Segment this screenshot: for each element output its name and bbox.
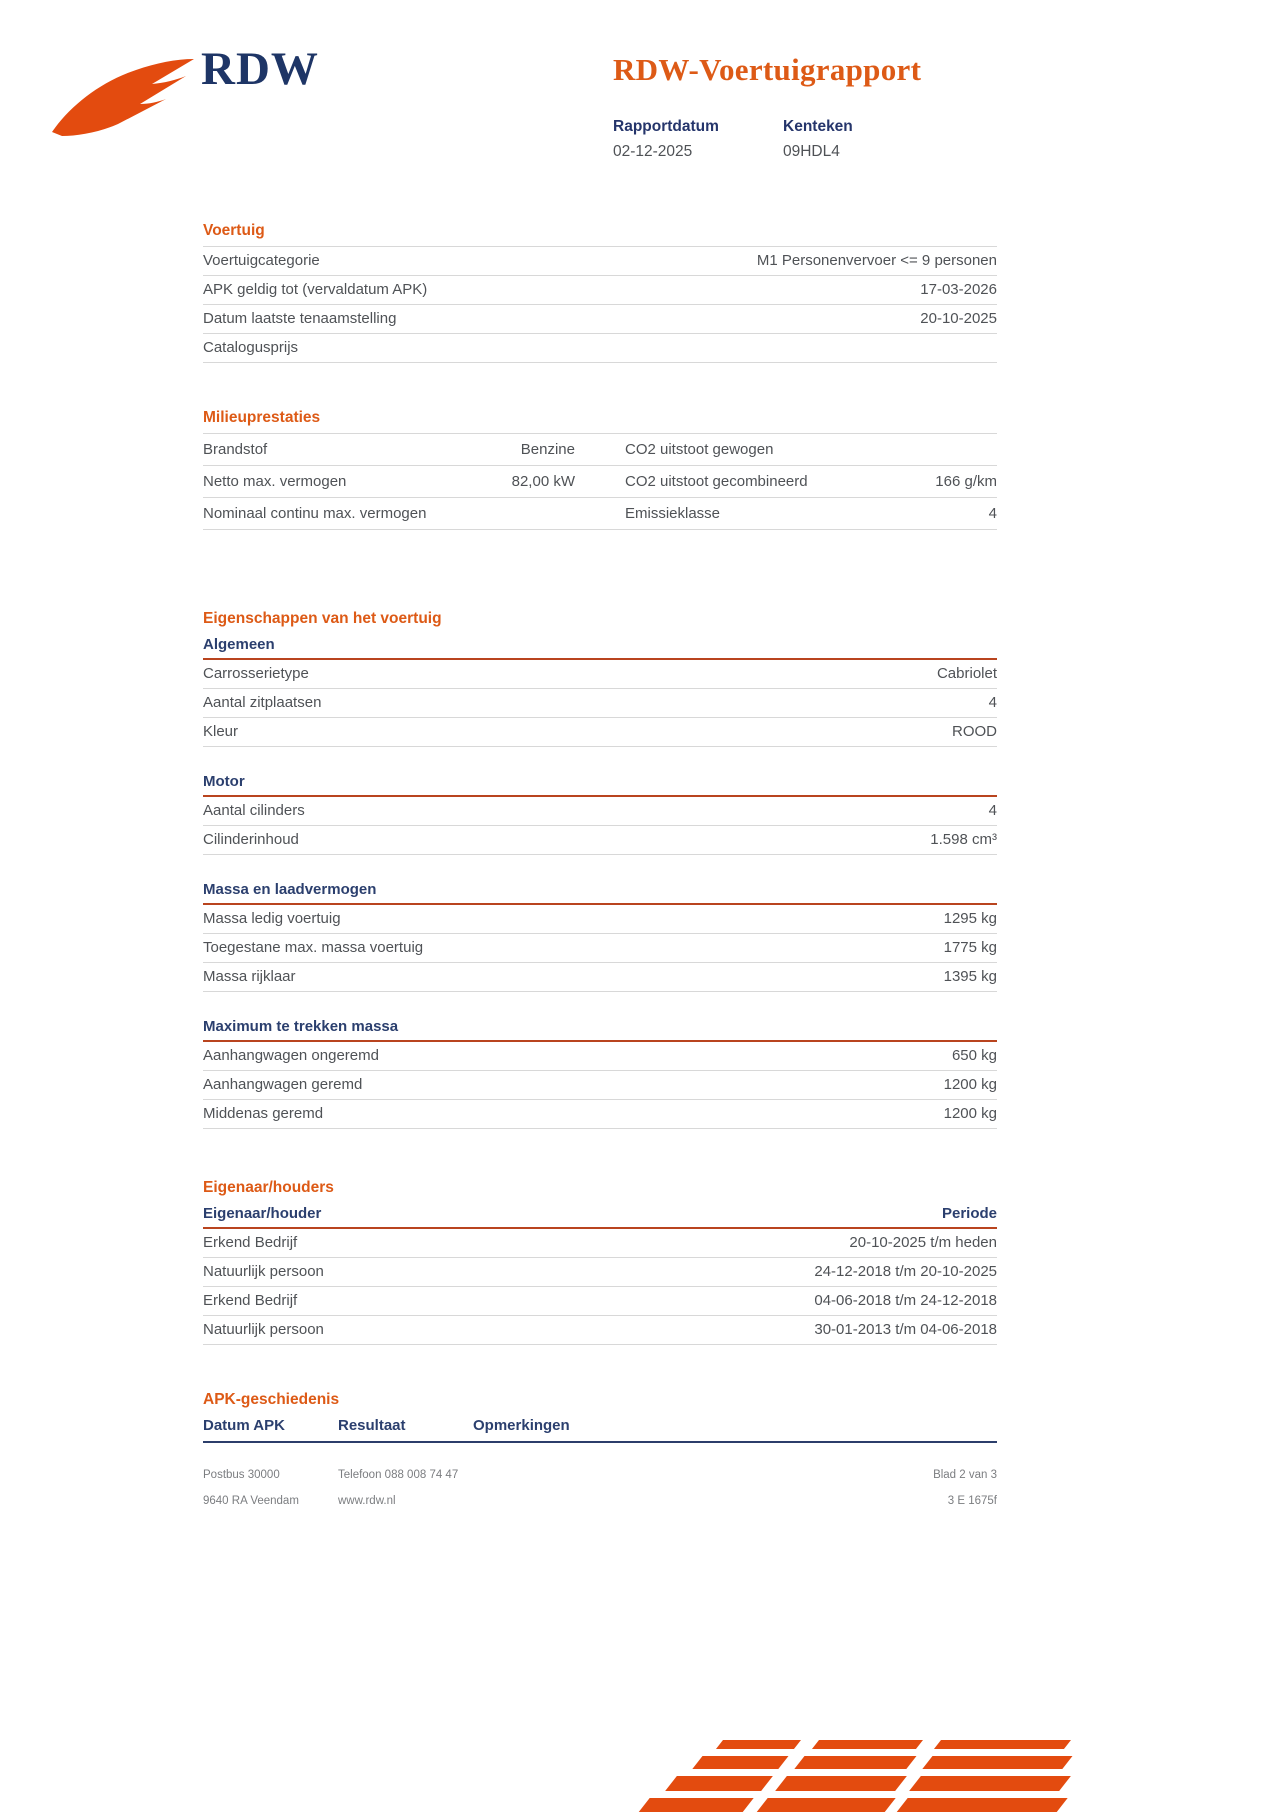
milieu-table: [203, 433, 997, 530]
section-milieuprestaties: [203, 409, 997, 530]
rdw-logo-text: RDW: [201, 43, 319, 95]
table-row: [203, 826, 997, 855]
row-label: Aanhangwagen geremd: [203, 1076, 363, 1093]
table-row: [203, 1071, 997, 1100]
period-value: 04-06-2018 t/m 24-12-2018: [814, 1292, 997, 1309]
kenteken-value: 09HDL4: [783, 143, 840, 160]
apk-header-row: [203, 1417, 997, 1443]
footer-website: www.rdw.nl: [338, 1495, 396, 1507]
row-label: Kleur: [203, 723, 239, 740]
row-label: Voertuigcategorie: [203, 252, 320, 269]
row-value: 166 g/km: [935, 473, 997, 490]
row-value: 17-03-2026: [920, 281, 997, 298]
report-content: [203, 222, 997, 1507]
trekken-table: [203, 1042, 997, 1129]
table-cell: [203, 473, 575, 490]
algemeen-table: [203, 660, 997, 747]
title-block: [613, 52, 1083, 161]
section-title-voertuig: Voertuig: [203, 222, 265, 239]
column-header-resultaat: Resultaat: [338, 1417, 406, 1434]
table-row: [203, 718, 997, 747]
massa-table: [203, 905, 997, 992]
table-row: [203, 689, 997, 718]
row-value: M1 Personenvervoer <= 9 personen: [756, 252, 997, 269]
table-row: [203, 334, 997, 363]
row-value: Cabriolet: [936, 665, 997, 682]
footer-line: [203, 1469, 997, 1481]
table-row: [203, 1258, 997, 1287]
table-row: [203, 498, 997, 530]
row-value: ROOD: [952, 723, 997, 740]
row-label: Middenas geremd: [203, 1105, 324, 1122]
subsection-title-trekken: Maximum te trekken massa: [203, 1018, 997, 1042]
voertuig-table: [203, 246, 997, 363]
footer-address-line1: Postbus 30000: [203, 1469, 280, 1481]
rdw-footer-swoosh-graphic: [638, 1740, 1108, 1812]
column-header-opmerkingen: Opmerkingen: [473, 1417, 570, 1434]
column-header-period: Periode: [941, 1205, 997, 1222]
eigenaar-header-row: [203, 1205, 997, 1229]
row-value: 1295 kg: [943, 910, 997, 927]
row-value: 4: [988, 694, 997, 711]
table-row: [203, 305, 997, 334]
row-label: CO2 uitstoot gewogen: [625, 441, 774, 458]
row-label: Massa rijklaar: [203, 968, 296, 985]
row-label: Datum laatste tenaamstelling: [203, 310, 397, 327]
report-date-block: [613, 118, 783, 161]
table-row: [203, 1100, 997, 1129]
section-voertuig: [203, 222, 997, 363]
report-meta: [613, 118, 1083, 161]
row-value: 1.598 cm³: [930, 831, 997, 848]
table-row: [203, 276, 997, 305]
table-row: [203, 797, 997, 826]
row-label: Netto max. vermogen: [203, 473, 347, 490]
table-cell: [203, 505, 575, 522]
kenteken-label: Kenteken: [783, 118, 853, 135]
owner-value: Erkend Bedrijf: [203, 1234, 298, 1251]
footer-phone: Telefoon 088 008 74 47: [338, 1469, 459, 1481]
row-value: 4: [988, 505, 997, 522]
section-apk-geschiedenis: [203, 1391, 997, 1443]
subsection-title-algemeen: Algemeen: [203, 636, 997, 660]
report-date-label: Rapportdatum: [613, 118, 719, 135]
owner-value: Natuurlijk persoon: [203, 1263, 324, 1280]
table-cell: [625, 505, 997, 522]
table-cell: [625, 441, 997, 458]
footer-form-code: 3 E 1675f: [947, 1495, 997, 1507]
table-row: [203, 660, 997, 689]
section-title-eigenaar: Eigenaar/houders: [203, 1179, 334, 1196]
column-header-datum-apk: Datum APK: [203, 1417, 285, 1434]
period-value: 24-12-2018 t/m 20-10-2025: [814, 1263, 997, 1280]
subsection-title-motor: Motor: [203, 773, 997, 797]
footer-line: [203, 1495, 997, 1507]
row-label: Aanhangwagen ongeremd: [203, 1047, 379, 1064]
eigenaar-table: [203, 1229, 997, 1345]
row-label: CO2 uitstoot gecombineerd: [625, 473, 808, 490]
table-row: [203, 247, 997, 276]
table-cell: [625, 473, 997, 490]
table-row: [203, 466, 997, 498]
section-title-apk: APK-geschiedenis: [203, 1391, 340, 1408]
page-footer: [203, 1469, 997, 1507]
row-value: 4: [988, 802, 997, 819]
table-row: [203, 1316, 997, 1345]
table-row: [203, 1287, 997, 1316]
period-value: 30-01-2013 t/m 04-06-2018: [814, 1321, 997, 1338]
footer-page-number: Blad 2 van 3: [933, 1469, 997, 1481]
owner-value: Natuurlijk persoon: [203, 1321, 324, 1338]
kenteken-block: [783, 118, 853, 161]
table-row: [203, 934, 997, 963]
section-eigenschappen: [203, 610, 997, 1129]
table-row: [203, 905, 997, 934]
section-eigenaar: [203, 1179, 997, 1345]
table-row: [203, 1229, 997, 1258]
column-header-owner: Eigenaar/houder: [203, 1205, 322, 1222]
row-value: 1200 kg: [943, 1076, 997, 1093]
section-title-eigenschappen: Eigenschappen van het voertuig: [203, 610, 442, 627]
row-value: 20-10-2025: [920, 310, 997, 327]
table-row: [203, 434, 997, 466]
row-value: 82,00 kW: [511, 473, 575, 490]
motor-table: [203, 797, 997, 855]
row-label: Cilinderinhoud: [203, 831, 299, 848]
row-value: 1395 kg: [943, 968, 997, 985]
subsection-title-massa: Massa en laadvermogen: [203, 881, 997, 905]
row-label: Nominaal continu max. vermogen: [203, 505, 427, 522]
row-label: Catalogusprijs: [203, 339, 299, 356]
row-label: Massa ledig voertuig: [203, 910, 341, 927]
report-date-value: 02-12-2025: [613, 143, 693, 160]
row-label: Toegestane max. massa voertuig: [203, 939, 424, 956]
period-value: 20-10-2025 t/m heden: [849, 1234, 997, 1251]
row-label: Aantal cilinders: [203, 802, 305, 819]
row-value: 1775 kg: [943, 939, 997, 956]
row-value: Benzine: [520, 441, 575, 458]
table-row: [203, 963, 997, 992]
table-row: [203, 1042, 997, 1071]
row-value: 1200 kg: [943, 1105, 997, 1122]
page-title: RDW-Voertuigrapport: [613, 52, 922, 87]
footer-address-line2: 9640 RA Veendam: [203, 1495, 299, 1507]
row-label: APK geldig tot (vervaldatum APK): [203, 281, 428, 298]
row-label: Carrosserietype: [203, 665, 309, 682]
row-label: Aantal zitplaatsen: [203, 694, 322, 711]
row-value: 650 kg: [951, 1047, 997, 1064]
section-title-milieuprestaties: Milieuprestaties: [203, 409, 321, 426]
row-label: Brandstof: [203, 441, 268, 458]
rdw-wing-icon: [48, 56, 196, 138]
table-cell: [203, 441, 575, 458]
row-label: Emissieklasse: [625, 505, 721, 522]
owner-value: Erkend Bedrijf: [203, 1292, 298, 1309]
